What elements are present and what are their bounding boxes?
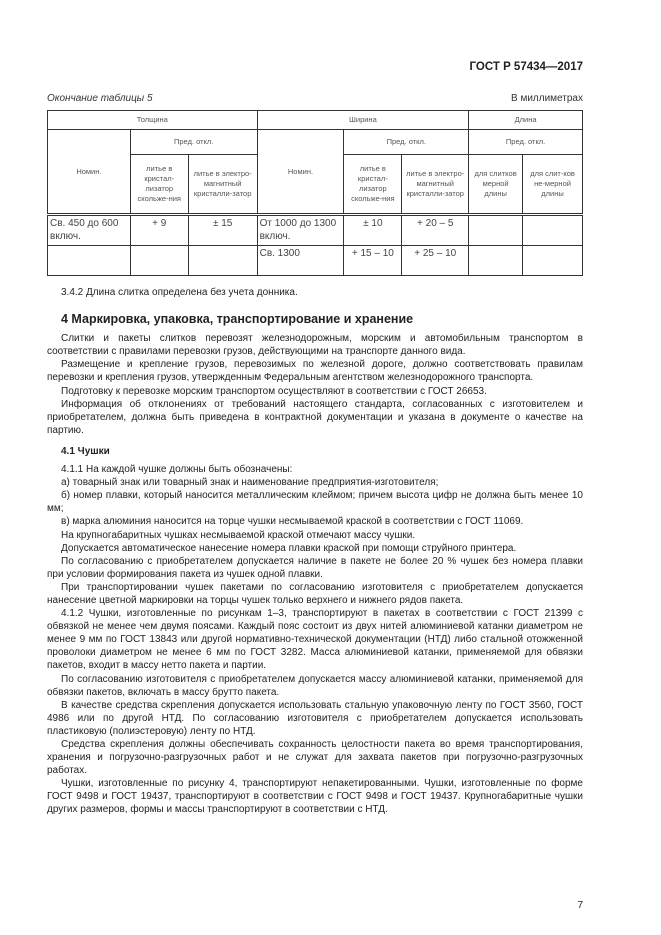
header-em-mold: литье в электро-магнитный кристалли-затор <box>402 155 469 215</box>
body-text <box>47 286 583 817</box>
subsection-heading: 4.1 Чушки <box>61 445 110 457</box>
cell <box>188 246 257 276</box>
table-units: В миллиметрах <box>511 93 583 104</box>
cell <box>48 246 131 276</box>
paragraph: При транспортировании чушек пакетами по согласованию изготовителя с приобретателем допускается нанесение цветной маркировки на торцы чушек только верхнего и нижнего рядов пакета. <box>47 581 583 606</box>
cell: ± 10 <box>344 215 402 246</box>
cell <box>469 215 523 246</box>
page-number: 7 <box>577 900 583 911</box>
cell: От 1000 до 1300 включ. <box>257 215 344 246</box>
header-slide-mold: литье в кристал-лизатор скольже-ния <box>130 155 188 215</box>
cell: + 9 <box>130 215 188 246</box>
paragraph: По согласованию с приобретателем допускается наличие в пакете не более 20 % чушек без номера плавки при условии формирования пакета из чушек одной плавки. <box>47 555 583 580</box>
header-measured-length: для слитков мерной длины <box>469 155 523 215</box>
cell <box>523 215 583 246</box>
header-width: Ширина <box>257 111 469 130</box>
header-limit-dev: Пред. откл. <box>130 130 257 155</box>
cell: ± 15 <box>188 215 257 246</box>
cell: Св. 1300 <box>257 246 344 276</box>
cell <box>130 246 188 276</box>
header-limit-dev: Пред. откл. <box>469 130 583 155</box>
table-caption: Окончание таблицы 5 <box>47 93 153 104</box>
cell: + 15 – 10 <box>344 246 402 276</box>
paragraph: б) номер плавки, который наносится металлическим клеймом; причем высота цифр не должна быть менее 10 мм; <box>47 490 583 515</box>
cell <box>469 246 523 276</box>
paragraph: Подготовку к перевозке морским транспортом осуществляют в соответствии с ГОСТ 26653. <box>61 385 487 397</box>
cell <box>523 246 583 276</box>
paragraph: 4.1.1 На каждой чушке должны быть обозначены: <box>61 464 293 476</box>
header-length: Длина <box>469 111 583 130</box>
header-unmeasured-length: для слит-ков не-мерной длины <box>523 155 583 215</box>
dimensions-table <box>47 110 583 276</box>
table-row <box>48 215 583 246</box>
header-nominal: Номин. <box>48 130 131 215</box>
header-nominal: Номин. <box>257 130 344 215</box>
header-limit-dev: Пред. откл. <box>344 130 469 155</box>
cell: + 20 – 5 <box>402 215 469 246</box>
paragraph: 4.1.2 Чушки, изготовленные по рисункам 1–3, транспортируют в пакетах в соответствии с ГОСТ 21399 с обвязкой не менее чем двумя поясами. Каждый пояс состоит из двух нитей алюминиевой катанки диаметром не менее 9 мм по ГОСТ 13843 или другой нормативно-технической документации (НТД) либо стальной отожженной проволоки диаметром не менее 6 мм по ГОСТ 3282. Масса алюминиевой катанки, применяемой для обвязки пакетов, входит в массу нетто пакета и партии. <box>47 608 583 672</box>
header-slide-mold: литье в кристал-лизатор скольже-ния <box>344 155 402 215</box>
paragraph: в) марка алюминия наносится на торце чушки несмываемой краской в соответствии с ГОСТ 11069. <box>61 516 524 528</box>
cell: + 25 – 10 <box>402 246 469 276</box>
paragraph: Допускается автоматическое нанесение номера плавки краской при помощи струйного принтера. <box>61 542 517 554</box>
paragraph: По согласованию изготовителя с приобретателем допускается массу алюминиевой катанки, применяемой для обвязки пакетов, включать в массу брутто пакета. <box>47 673 583 698</box>
cell: Св. 450 до 600 включ. <box>48 215 131 246</box>
paragraph: На крупногабаритных чушках несмываемой краской отмечают массу чушки. <box>61 529 416 541</box>
paragraph: Слитки и пакеты слитков перевозят железнодорожным, морским и автомобильным транспортом в соответствии с правилами перевозки грузов, действующими на транспорте данного вида. <box>47 333 583 358</box>
document-header: ГОСТ Р 57434—2017 <box>469 61 583 73</box>
table-row <box>48 246 583 276</box>
paragraph: Чушки, изготовленные по рисунку 4, транспортируют непакетированными. Чушки, изготовленные по форме ГОСТ 9498 и ГОСТ 19437, транспортируют в соответствии с ГОСТ 9498 и ГОСТ 19437. Крупногабаритные чушки других размеров, формы и массы транспортируют в соответствии с НТД. <box>47 778 583 816</box>
paragraph: В качестве средства скрепления допускается использовать стальную упаковочную ленту по ГОСТ 3560, ГОСТ 4986 или по другой НТД. По согласованию изготовителя с приобретателем допускается использовать пластиковую (полиэстеровую) ленту по НТД. <box>47 699 583 737</box>
paragraph: а) товарный знак или товарный знак и наименование предприятия-изготовителя; <box>61 477 439 489</box>
paragraph: Размещение и крепление грузов, перевозимых по железной дороге, должно соответствовать правилам перевозки и крепления грузов, утвержденным Федеральным агентством железнодорожного транспорта. <box>47 359 583 384</box>
header-em-mold: литье в электро-магнитный кристалли-затор <box>188 155 257 215</box>
paragraph: Информация об отклонениях от требований настоящего стандарта, согласованных с изготовителем и приобретателем, должна быть приведена в контрактной документации и указана в документе о качестве на партию. <box>47 398 583 436</box>
paragraph: Средства скрепления должны обеспечивать сохранность целостности пакета во время транспортирования, хранения и погрузочно-разгрузочных работ и не служат для захвата пакетов при погрузочно-разгрузочных работах. <box>47 739 583 777</box>
section-heading: 4 Маркировка, упаковка, транспортирование и хранение <box>61 312 414 327</box>
paragraph: 3.4.2 Длина слитка определена без учета донника. <box>61 287 298 298</box>
header-thickness: Толщина <box>48 111 258 130</box>
